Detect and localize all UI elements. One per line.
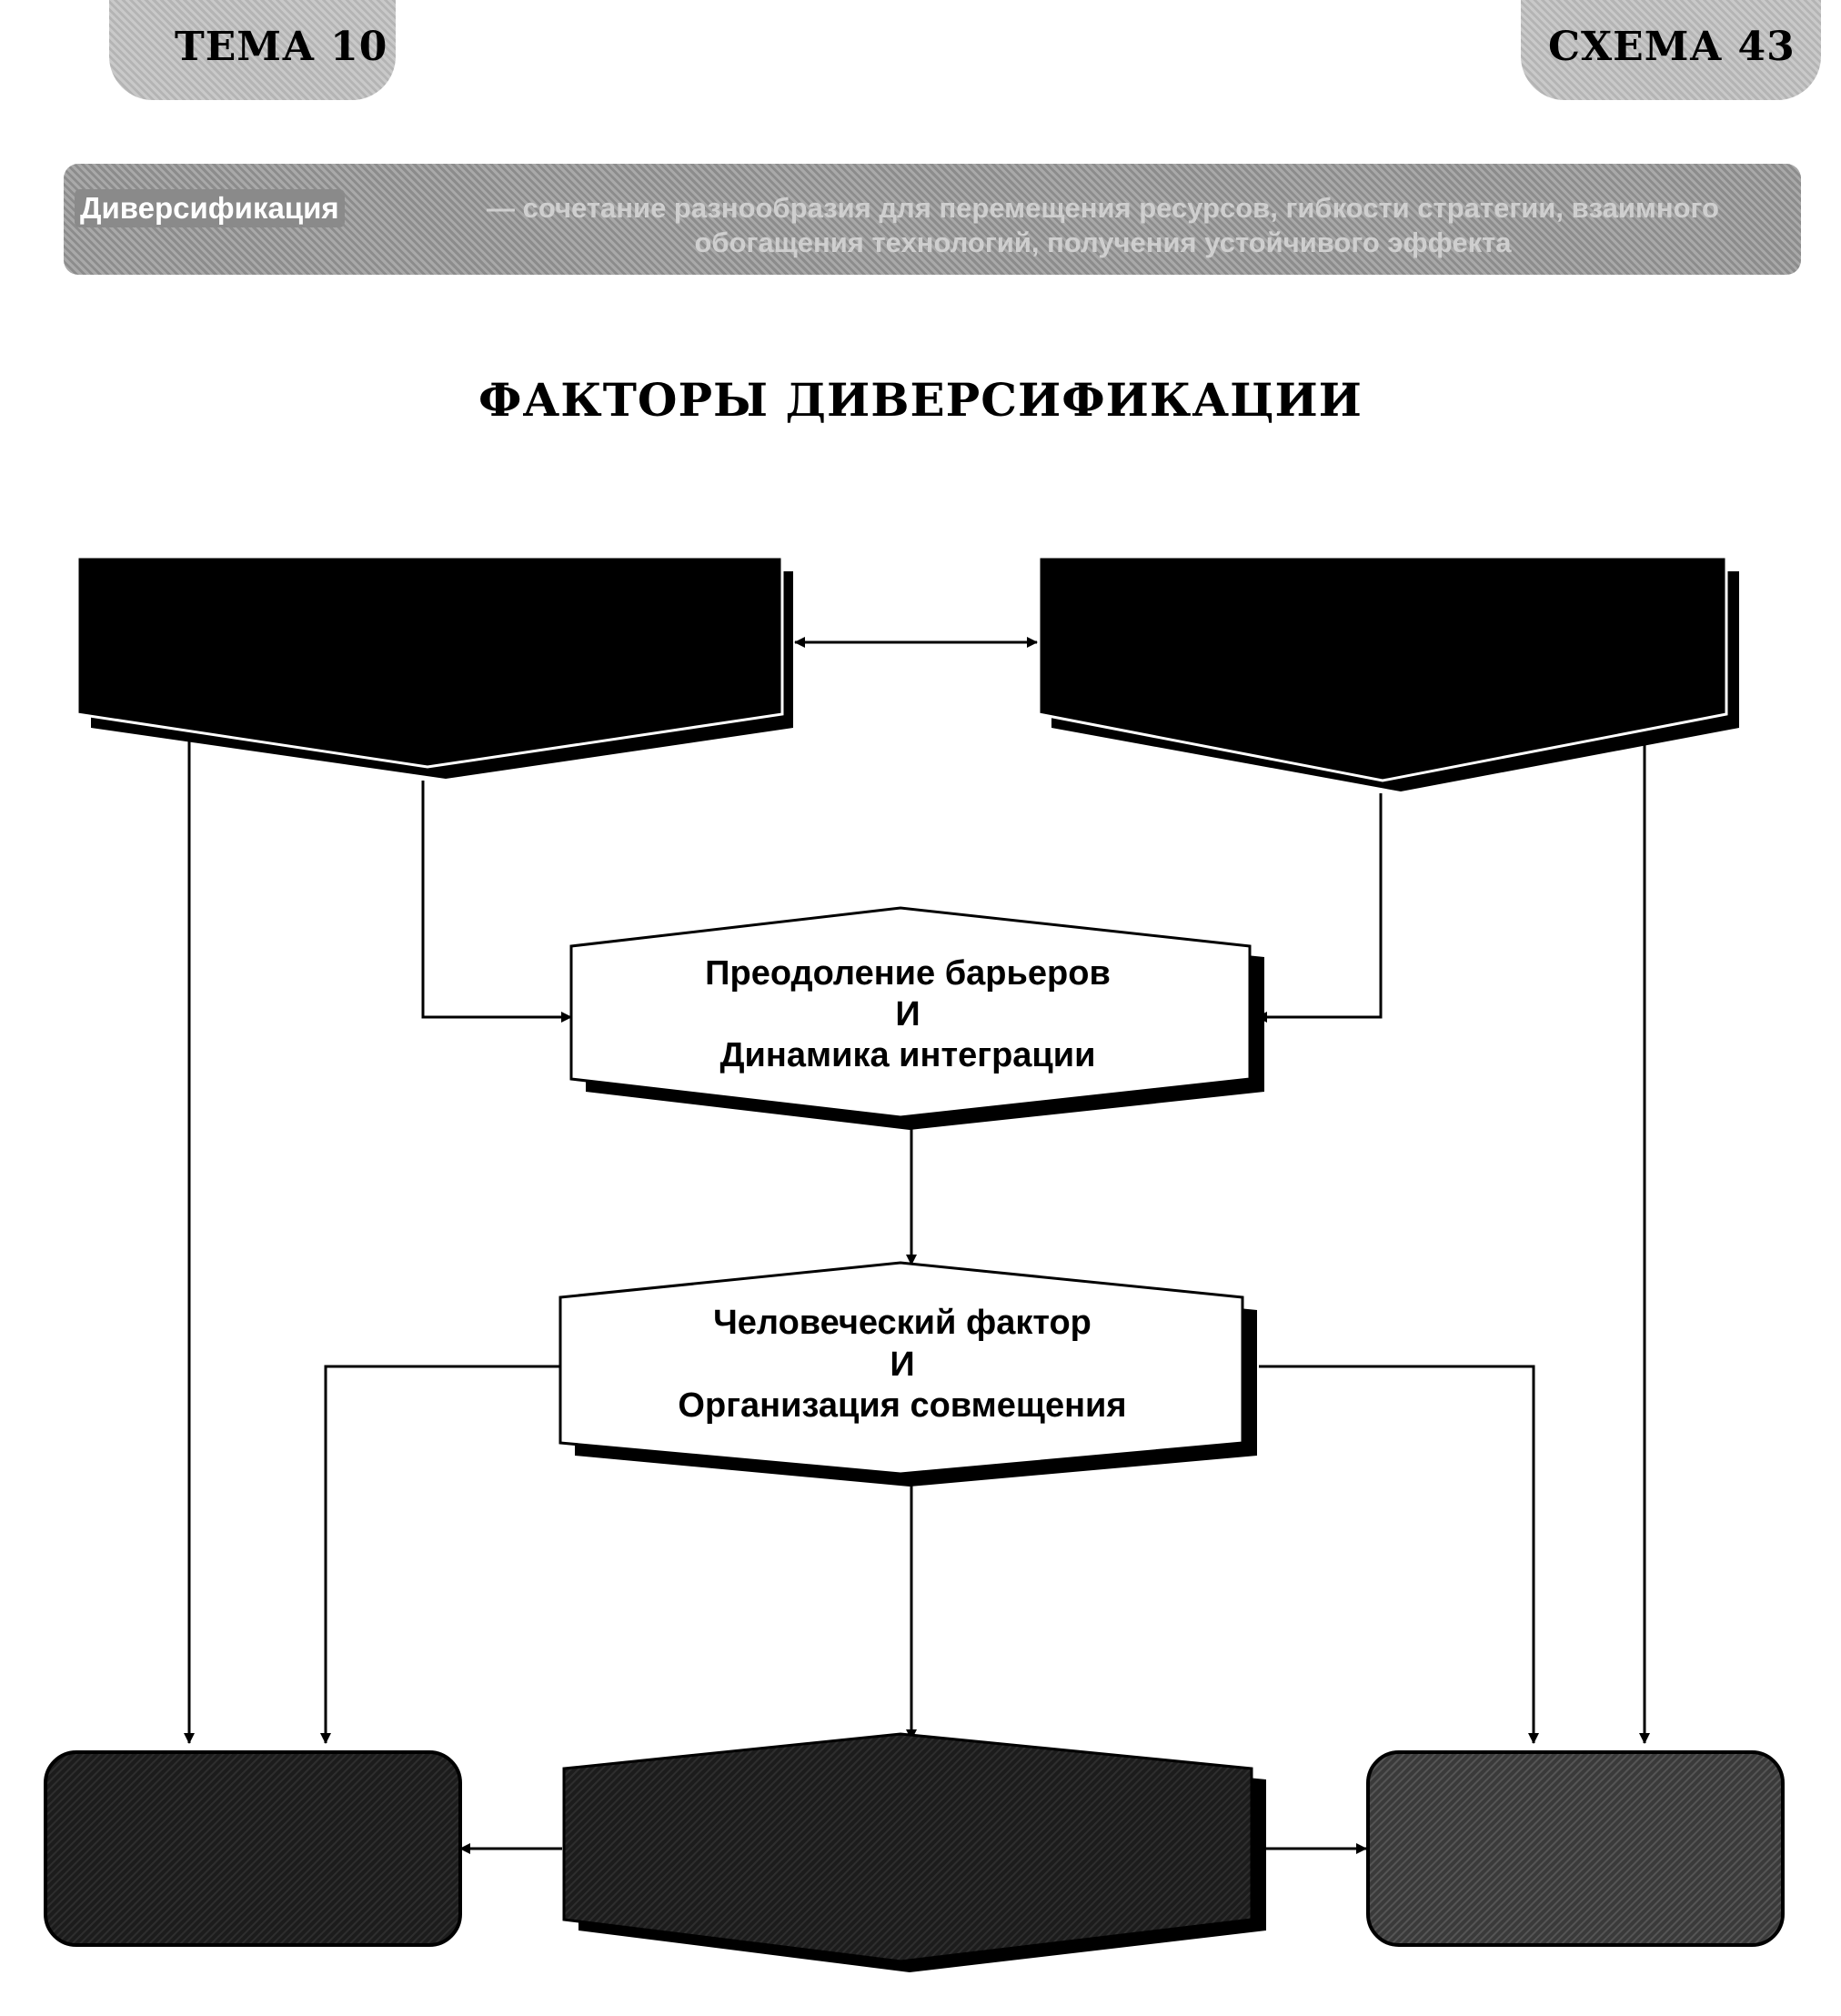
bottom-center-factor-block <box>564 1734 1266 1972</box>
diagram-title: ФАКТОРЫ ДИВЕРСИФИКАЦИИ <box>478 373 1363 427</box>
arrow-human-to-bottom-left <box>326 1366 560 1743</box>
human-label-3: Организация совмещения <box>678 1386 1127 1425</box>
top-right-factor-block <box>1039 557 1739 791</box>
bottom-right-factor-block <box>1368 1752 1783 1945</box>
human-label-2: И <box>890 1346 915 1384</box>
scheme-label: СХЕМА 43 <box>1548 24 1796 70</box>
human-label-1: Человеческий фактор <box>713 1304 1092 1342</box>
barriers-label-2: И <box>895 995 920 1033</box>
bottom-left-factor-block <box>45 1752 460 1945</box>
barriers-label-3: Динамика интеграции <box>719 1036 1096 1074</box>
arrow-human-to-bottom-right <box>1259 1366 1534 1743</box>
barriers-label-1: Преодоление барьеров <box>705 954 1111 993</box>
arrow-topright-to-barriers <box>1257 793 1381 1017</box>
human-factor-node <box>560 1263 1257 1487</box>
definition-term: Диверсификация <box>75 189 345 227</box>
arrow-topleft-to-barriers <box>423 781 571 1017</box>
top-left-factor-block <box>77 557 793 779</box>
definition-text: — сочетание разнообразия для перемещения ресурсов, гибкости стратегии, взаимного обогащения технологий, получения устойчивого эффекта <box>487 192 1719 258</box>
topic-label: ТЕМА 10 <box>175 24 388 70</box>
barriers-integration-node <box>571 908 1264 1130</box>
